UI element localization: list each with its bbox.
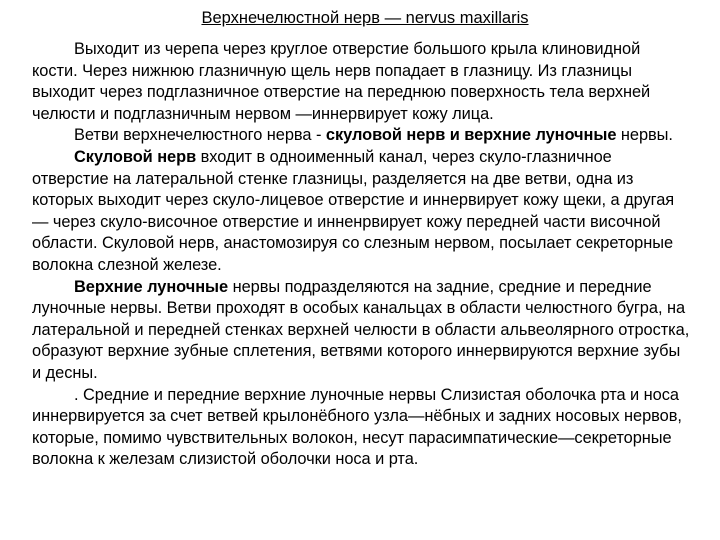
page-title: Верхнечелюстной нерв — nervus maxillaris — [201, 9, 529, 27]
paragraph-alveolar — [32, 277, 690, 385]
paragraph-intro — [32, 39, 690, 125]
paragraph-alveolar-bold: Верхние луночные — [74, 277, 229, 296]
paragraph-zygomatic — [32, 147, 690, 277]
paragraph-intro-text: Выходит из черепа через круглое отверстие большого крыла клиновидной кости. Через нижнюю глазничную щель нерв попадает в глазницу. Из глазницы выходит через подглазничное отверстие на переднюю поверхность тела верхней челюсти и подглазничным нервом —иннервирует кожу лица. — [32, 40, 651, 123]
paragraph-branches-bold: скуловой нерв и верхние луночные — [325, 126, 617, 145]
paragraph-branches-end: нервы. — [616, 126, 673, 145]
paragraph-branches — [32, 125, 690, 147]
paragraph-alveolar-text: нервы подразделяются на задние, средние и передние луночные нервы. Ветви проходят в особых канальцах в области челюстного бугра, на латеральной и передней стенках верхней челюсти в области альвеолярного отростка, образуют верхние зубные сплетения, ветвями которого иннервируются верхние зубы и десны. — [32, 277, 690, 382]
paragraph-mucosa-text: . Средние и передние верхние луночные нервы Слизистая оболочка рта и носа иннервируется за счет ветвей крылонёбного узла—нёбных и задних носовых нервов, которые, помимо чувствительных волокон, несут парасимпатические—секреторные волокна к железам слизистой оболочки носа и рта. — [32, 385, 682, 469]
paragraph-zygomatic-text: входит в одноименный канал, через скуло-глазничное отверстие на латеральной стенке глазницы, разделяется на две ветви, одна из которых выходит через скуло-лицевое отверстие и иннервирует кожу щеки, а другая — через скуло-височное отверстие и инненрвирует кожу передней части височной области. Скуловой нерв, анастомозируя со слезным нервом, посылает секреторные волокна слезной железе. — [32, 147, 675, 274]
paragraph-branches-start: Ветви верхнечелюстного нерва - — [74, 126, 326, 145]
paragraph-zygomatic-bold: Скуловой нерв — [74, 147, 197, 166]
paragraph-mucosa — [32, 385, 690, 471]
